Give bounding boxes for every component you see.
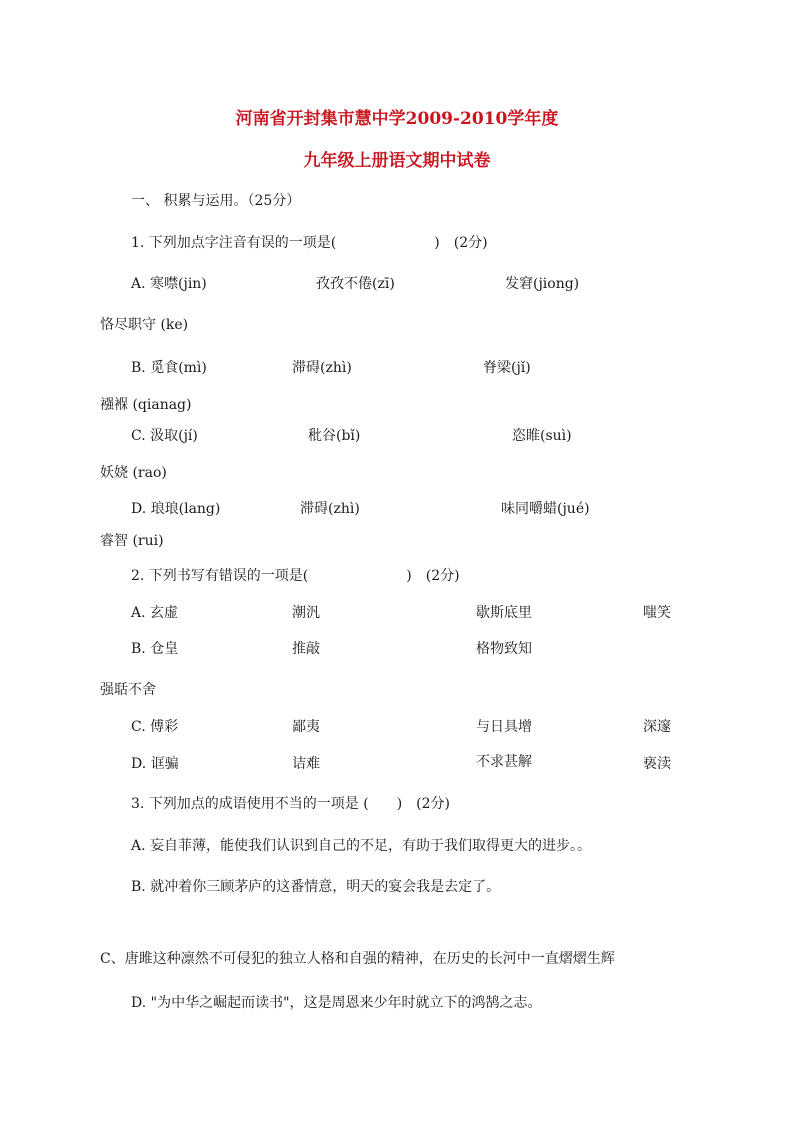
q2-option-c-item: C. 傅彩 (131, 719, 179, 735)
q2-option-c-item: 深邃 (643, 719, 671, 735)
q2-option-a-item: A. 玄虚 (131, 605, 179, 621)
q2-option-d-item: 不求甚解 (476, 754, 532, 770)
q1-option-c-item: 恣睢(suì) (512, 428, 572, 444)
q1-option-a-item: 恪尽职守 (ke) (100, 317, 189, 333)
q1-option-a-item: 孜孜不倦(zī) (316, 276, 395, 292)
q1-option-c-item: 妖娆 (rao) (100, 465, 167, 481)
q2-option-c-item: 与日具增 (476, 719, 532, 735)
q1-option-a-item: 发窘(jiong) (505, 276, 580, 292)
q3-option-d: D. "为中华之崛起而读书"，这是周恩来少年时就立下的鸿鹄之志。 (131, 995, 542, 1011)
q2-option-b-item: 推敲 (292, 641, 320, 657)
page-subtitle: 九年级上册语文期中试卷 (303, 151, 491, 171)
q1-option-d-item: D. 琅琅(lang) (131, 501, 221, 517)
q1-option-c-item: C. 汲取(jí) (131, 428, 198, 444)
q3-stem: 3. 下列加点的成语使用不当的一项是 ( ) (2分) (131, 796, 451, 812)
q1-option-c-item: 秕谷(bǐ) (308, 428, 361, 444)
q2-option-a-item: 歇斯底里 (476, 605, 532, 621)
page-title: 河南省开封集市慧中学2009-2010学年度 (235, 109, 559, 129)
q1-option-a-item: A. 寒噤(jin) (131, 276, 207, 292)
q1-option-d-item: 味同嚼蜡(jué) (501, 501, 590, 517)
q1-option-b-item: B. 觅食(mì) (131, 360, 207, 376)
q1-option-d-item: 滞碍(zhì) (300, 501, 360, 517)
q1-option-b-item: 脊梁(jǐ) (483, 360, 531, 376)
q1-option-d-item: 睿智 (rui) (100, 533, 164, 549)
q2-option-b-item: 格物致知 (476, 641, 532, 657)
q2-option-d-item: D. 诓骗 (131, 756, 179, 772)
q2-option-b-item: B. 仓皇 (131, 641, 179, 657)
q1-stem: 1. 下列加点字注音有误的一项是( ) (2分) (131, 235, 488, 251)
q2-option-b-item: 强聒不舍 (100, 682, 156, 698)
q2-option-a-item: 潮汎 (292, 605, 320, 621)
q2-stem: 2. 下列书写有错误的一项是( ) (2分) (131, 568, 460, 584)
q2-option-a-item: 嗤笑 (643, 605, 671, 621)
q1-option-b-item: 滞碍(zhì) (292, 360, 352, 376)
q1-option-b-item: 襁褓 (qianag) (100, 397, 192, 413)
q2-option-d-item: 诘难 (292, 756, 320, 772)
q3-option-c: C、唐雎这种凛然不可侵犯的独立人格和自强的精神，在历史的长河中一直熠熠生辉 (100, 951, 615, 967)
q3-option-b: B. 就冲着你三顾茅庐的这番情意，明天的宴会我是去定了。 (131, 879, 501, 895)
q3-option-a: A. 妄自菲薄，能使我们认识到自己的不足，有助于我们取得更大的进步。。 (131, 838, 592, 854)
q2-option-c-item: 鄙夷 (292, 719, 320, 735)
q2-option-d-item: 亵渎 (643, 756, 671, 772)
section-heading: 一、 积累与运用。（25分） (131, 193, 301, 209)
